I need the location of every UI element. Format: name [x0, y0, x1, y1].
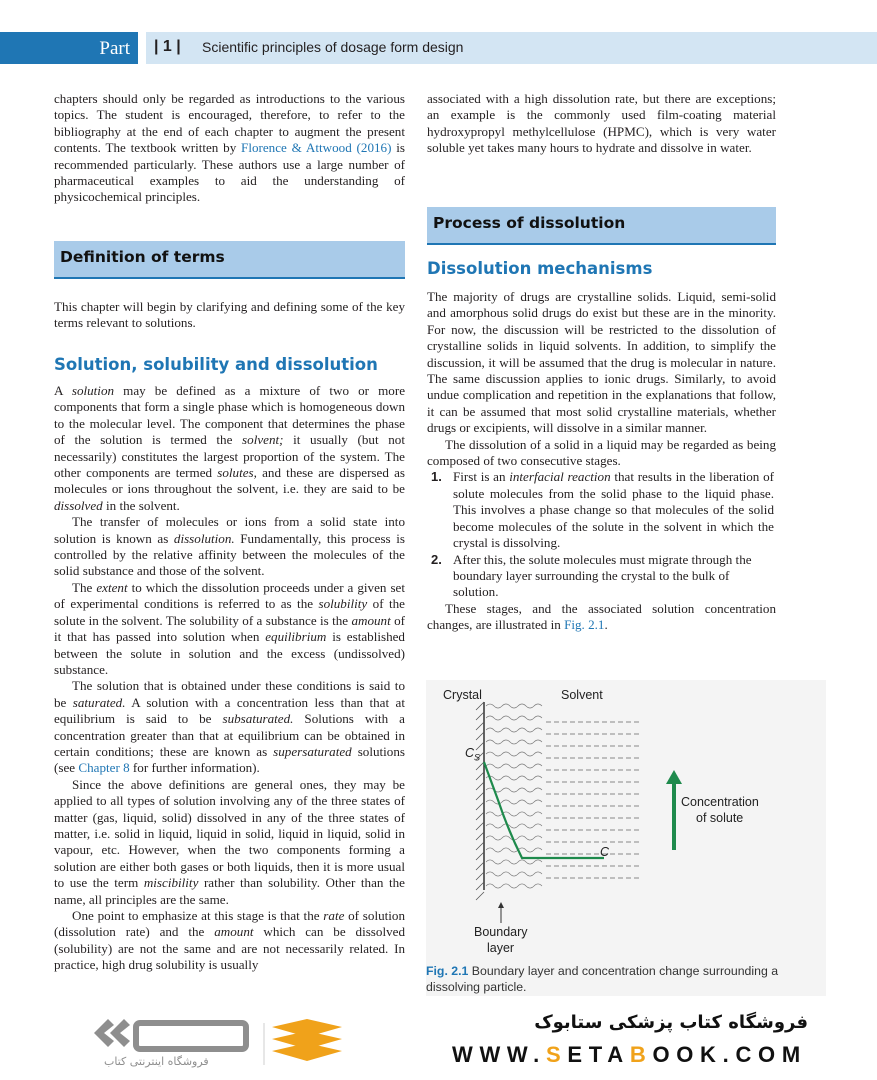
- figure-2-1: [426, 680, 826, 996]
- solution-heading: Solution, solubility and dissolution: [54, 355, 378, 374]
- boundary-layer-diagram: [426, 680, 826, 996]
- store-name: فروشگاه کتاب پزشکی ستابوک: [534, 1012, 808, 1033]
- process-section-box: [427, 207, 776, 245]
- definition-heading: Definition of terms: [60, 248, 225, 266]
- page-header: [0, 32, 877, 64]
- boundary-label: Boundary: [474, 925, 528, 939]
- concentration-curve: [484, 762, 604, 858]
- logo-persian-text: فروشگاه اینترنتی کتاب: [104, 1055, 209, 1068]
- store-url: WWW.SETABOOK.COM: [452, 1042, 807, 1067]
- layer-label: layer: [487, 941, 515, 955]
- paragraph-majority: The majority of drugs are crystalline solids. Liquid, semi-solid and amorphous solid drugs do exist but these are in the minority. For now, the discussion will be restricted to the dissolution of crystalline solids in liquid solvents. In addition, to simplify the discussion, it will be assumed that the drug is molecular in nature. The same discussion applies to ionic drugs. Similarly, to avoid undue complication and repetition in the explanations that follow, it can be assumed that most solid crystalline materials, whether drugs or excipients, will dissolve in a similar manner.: [427, 289, 776, 436]
- definition-section-box: [54, 241, 405, 279]
- mechanisms-heading: Dissolution mechanisms: [427, 259, 653, 278]
- crystal-label: Crystal: [443, 688, 482, 702]
- paragraph-rate: One point to emphasize at this stage is that the rate of solution (dissolution rate) and the amount which can be dissolved (solubility) are not the same and are not necessarily related. In practice, high drug solubility is usually: [54, 908, 405, 973]
- crystal-hatch: [476, 702, 484, 900]
- list-item: 2. After this, the solute molecules must migrate through the boundary layer surrounding the crystal to the bulk of solution.: [431, 551, 752, 600]
- concentration-arrow: [666, 770, 682, 850]
- c-label: C: [600, 845, 610, 859]
- paragraph-miscibility: Since the above definitions are general ones, they may be applied to all types of solution involving any of the three states of matter (gas, liquid, solid) dissolved in any of the three states of matter, i.e. solid in liquid, liquid in solid, liquid in liquid, solid in vapour, etc. However, when the two components forming a solution are either both gases or both liquids, then it is more usual to use the term miscibility rather than solubility. Other than the name, all principles are the same.: [54, 776, 405, 907]
- part-label: Part: [99, 38, 130, 59]
- paragraph-dissolution: The transfer of molecules or ions from a solid state into solution is known as dissolution. Fundamentally, this process is controlled by the relative affinity between the molecules of the solid substance and those of the solvent.: [54, 514, 405, 579]
- left-body: [54, 383, 405, 974]
- definition-paragraph: This chapter will begin by clarifying and defining some of the key terms relevant to solutions.: [54, 299, 405, 331]
- part-label-box: [0, 32, 138, 64]
- hpmc-paragraph: associated with a high dissolution rate, but there are exceptions; an example is the commonly used film-coating material hydroxypropyl methylcellulose (HPMC), which is very water soluble yet takes many hours to hydrate and dissolve in water.: [427, 91, 776, 156]
- chapter-8-link[interactable]: Chapter 8: [78, 760, 130, 776]
- setabook-logo: [92, 1015, 362, 1077]
- concentration-label: Concentration: [681, 795, 759, 809]
- right-top: [427, 91, 776, 157]
- solvent-label: Solvent: [561, 688, 603, 702]
- boundary-layer-texture: [486, 704, 542, 888]
- figure-caption: Fig. 2.1 Boundary layer and concentration change surrounding a dissolving particle.: [426, 964, 779, 994]
- right-body: [427, 289, 776, 634]
- running-title: Scientific principles of dosage form design: [202, 39, 464, 55]
- left-intro: [54, 91, 405, 206]
- boundary-pointer-arrow: [498, 902, 504, 923]
- header-band: [146, 32, 877, 64]
- cs-label: $C_S$: [465, 746, 481, 763]
- paragraph-stages: The dissolution of a solid in a liquid may be regarded as being composed of two consecutive stages.: [427, 436, 776, 469]
- fig-2-1-link[interactable]: Fig. 2.1: [564, 617, 605, 633]
- paragraph-solubility: The extent to which the dissolution proceeds under a given set of experimental conditions is referred to as the solubility of the solute in the solvent. The solubility of a substance is the amount of it that has passed into solution when equilibrium is established between the solute in solution and the excess (undissolved) substance.: [54, 579, 405, 677]
- florence-citation-link[interactable]: Florence & Attwood (2016): [241, 140, 392, 156]
- paragraph-solution: A solution may be defined as a mixture of two or more components that form a single phase which is homogeneous down to the molecular level. The component that determines the phase of the solution is termed the solvent; it usually (but not necessarily) constitutes the largest proportion of the system. The other components are termed solutes, and these are dispersed as molecules or ions throughout the solvent, i.e. they are said to be dissolved in the solvent.: [54, 383, 406, 513]
- of-solute-label: of solute: [696, 811, 744, 825]
- bulk-solvent-lines: [546, 722, 642, 878]
- paragraph-illustrated: These stages, and the associated solution concentration changes, are illustrated in Fig. 2.1.: [427, 600, 776, 633]
- process-heading: Process of dissolution: [433, 214, 626, 232]
- list-item: 1. First is an interfacial reaction that results in the liberation of solute molecules from the solid phase to the liquid phase. This involves a phase change so that molecules of the solid become molecules of the solute in the solvent in which the crystal is dissolving.: [431, 469, 774, 551]
- paragraph-saturated: The solution that is obtained under these conditions is said to be saturated. A solution with a concentration less than that at equilibrium is said to be subsaturated. Solutions with a concentration greater than that at equilibrium can be obtained in certain conditions; these are known as supersaturated solutions (see Chapter 8 for further information).: [54, 678, 405, 776]
- intro-paragraph: chapters should only be regarded as introductions to the various topics. The student is encouraged, therefore, to refer to the bibliography at the end of each chapter to augment the present contents. The textbook written by Florence & Attwood (2016) is recommended particularly. These authors use a large number of pharmaceutical examples to aid the understanding of physicochemical principles.: [54, 91, 406, 205]
- definition-body: [54, 299, 405, 332]
- part-number: | 1 |: [154, 38, 181, 55]
